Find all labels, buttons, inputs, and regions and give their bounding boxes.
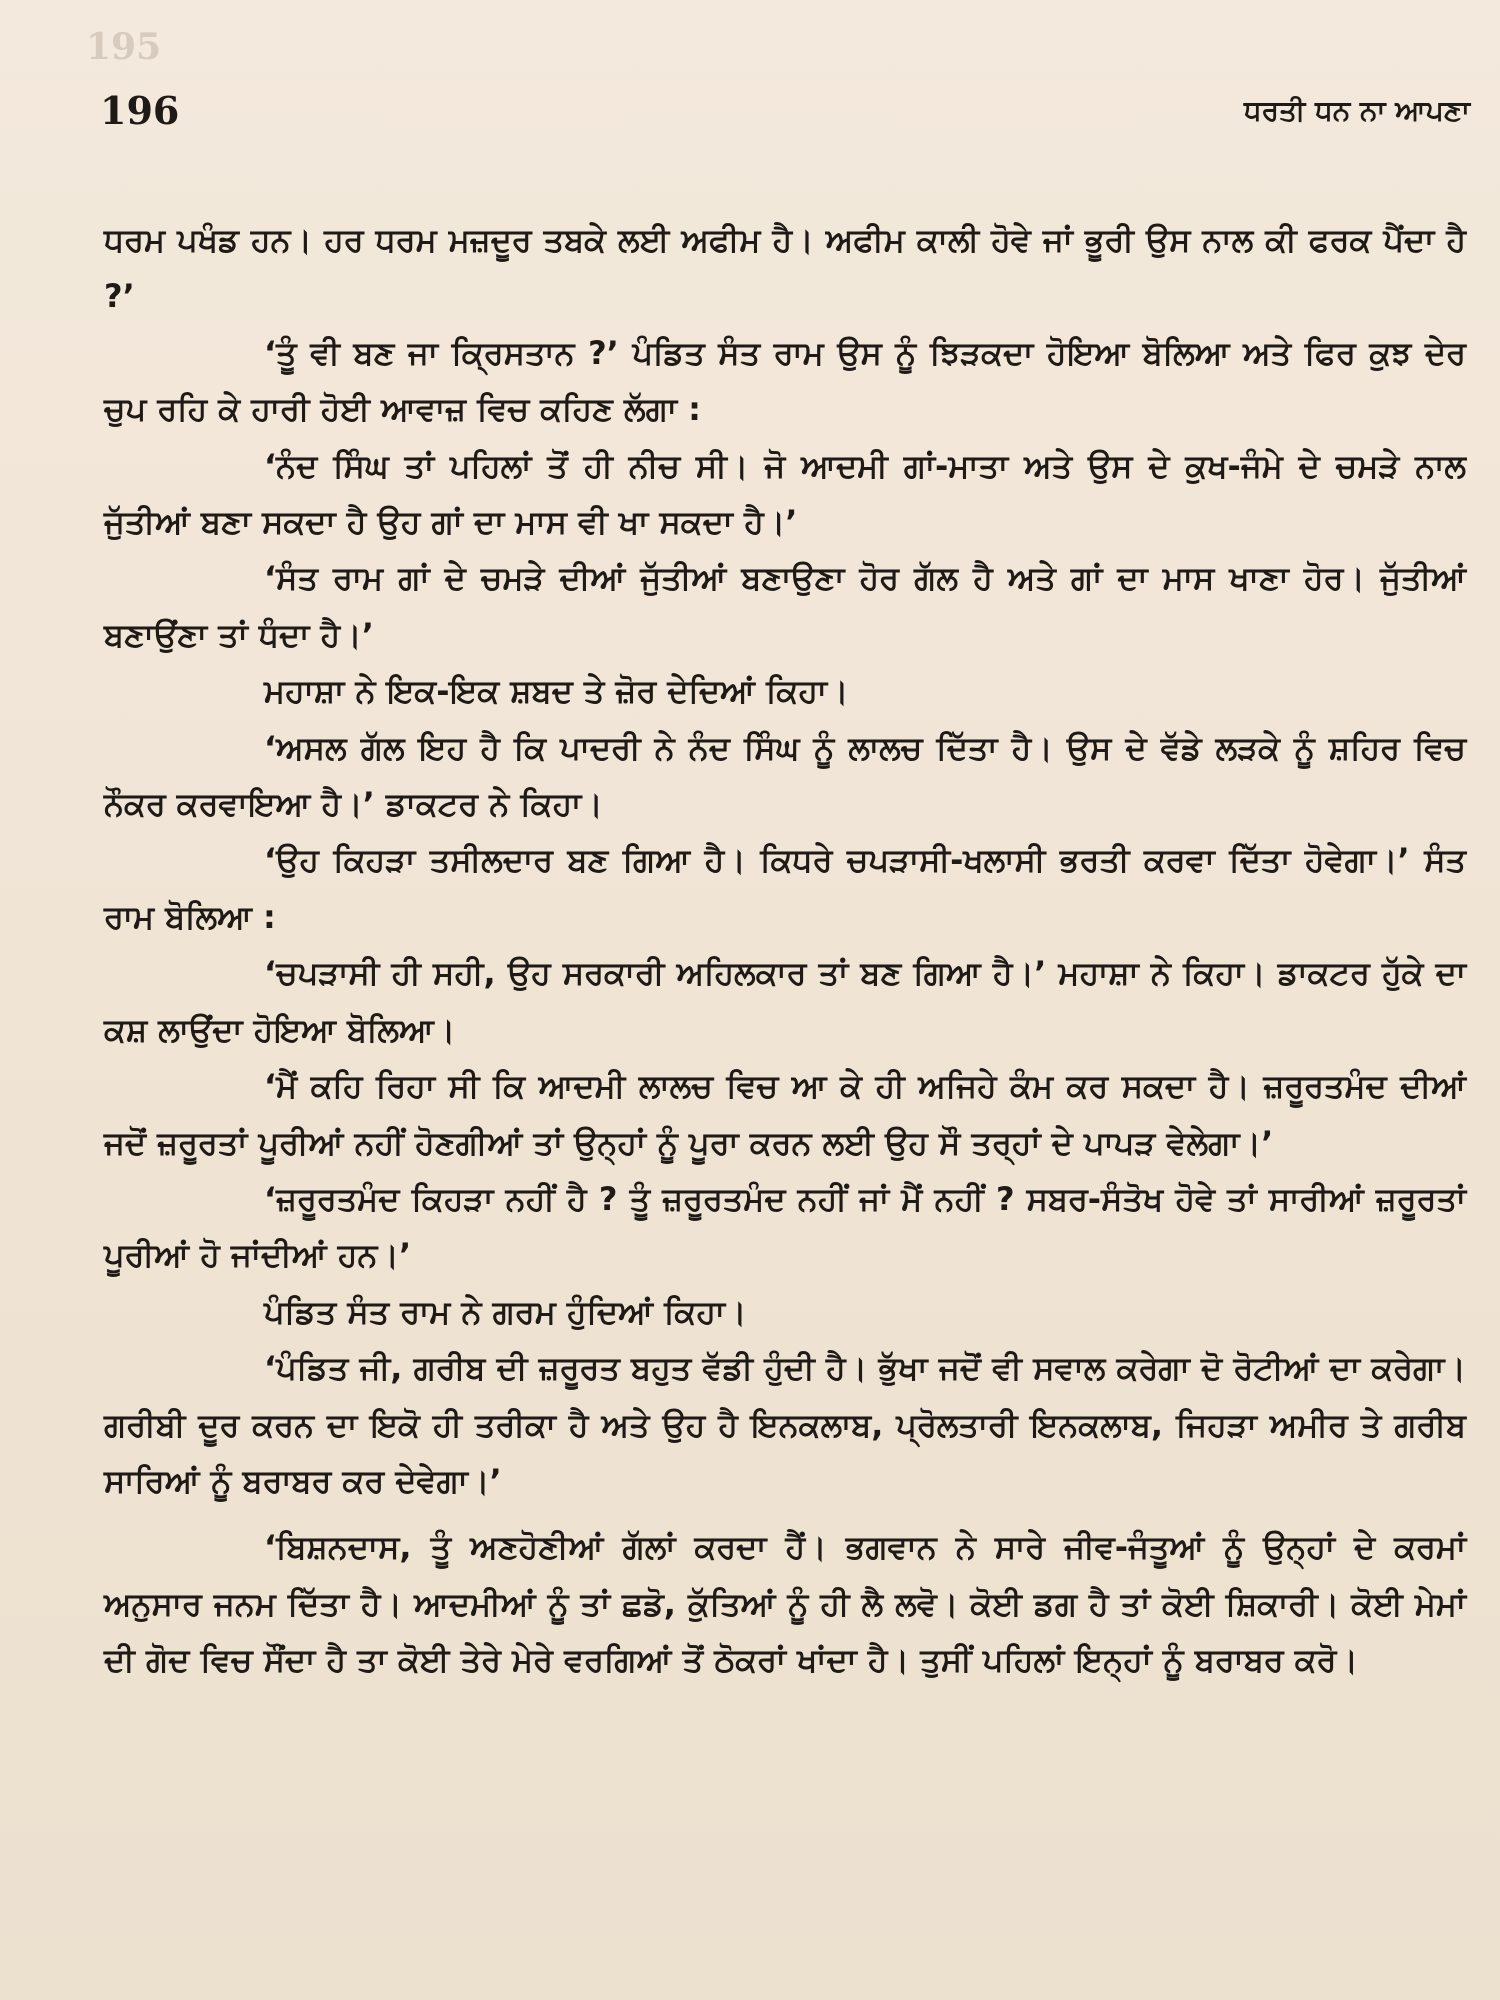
paragraph: ਮਹਾਸ਼ਾ ਨੇ ਇਕ-ਇਕ ਸ਼ਬਦ ਤੇ ਜ਼ੋਰ ਦੇਦਿਆਂ ਕਿਹਾ।: [264, 672, 849, 711]
paragraph: ‘ਉਹ ਕਿਹੜਾ ਤਸੀਲਦਾਰ ਬਣ ਗਿਆ ਹੈ। ਕਿਧਰੇ ਚਪੜਾਸੀ-ਖਲਾਸੀ ਭਰਤੀ ਕਰਵਾ ਦਿੱਤਾ ਹੋਵੇਗਾ।’ ਸੰਤ ਰਾਮ ਬੋਲਿਆ :: [104, 841, 1466, 936]
paragraph: ‘ਚਪੜਾਸੀ ਹੀ ਸਹੀ, ਉਹ ਸਰਕਾਰੀ ਅਹਿਲਕਾਰ ਤਾਂ ਬਣ ਗਿਆ ਹੈ।’ ਮਹਾਸ਼ਾ ਨੇ ਕਿਹਾ। ਡਾਕਟਰ ਹੁੱਕੇ ਦਾ ਕਸ਼ ਲਾਉਂਦਾ ਹੋਇਆ ਬੋਲਿਆ।: [104, 954, 1466, 1049]
paragraph: ‘ਤੂੰ ਵੀ ਬਣ ਜਾ ਕ੍ਰਿਸਤਾਨ ?’ ਪੰਡਿਤ ਸੰਤ ਰਾਮ ਉਸ ਨੂੰ ਝਿੜਕਦਾ ਹੋਇਆ ਬੋਲਿਆ ਅਤੇ ਫਿਰ ਕੁਝ ਦੇਰ ਚੁਪ ਰਹਿ ਕੇ ਹਾਰੀ ਹੋਈ ਆਵਾਜ਼ ਵਿਚ ਕਹਿਣ ਲੱਗਾ :: [104, 333, 1466, 429]
paragraph: ‘ਬਿਸ਼ਨਦਾਸ, ਤੂੰ ਅਣਹੋਣੀਆਂ ਗੱਲਾਂ ਕਰਦਾ ਹੈਂ। ਭਗਵਾਨ ਨੇ ਸਾਰੇ ਜੀਵ-ਜੰਤੂਆਂ ਨੂੰ ਉਨ੍ਹਾਂ ਦੇ ਕਰਮਾਂ ਅਨੁਸਾਰ ਜਨਮ ਦਿੱਤਾ ਹੈ। ਆਦਮੀਆਂ ਨੂੰ ਤਾਂ ਛਡੋ, ਕੁੱਤਿਆਂ ਨੂੰ ਹੀ ਲੈ ਲਵੋ। ਕੋਈ ਡਗ ਹੈ ਤਾਂ ਕੋਈ ਸ਼ਿਕਾਰੀ। ਕੋਈ ਮੇਮਾਂ ਦੀ ਗੋਦ ਵਿਚ ਸੌਂਦਾ ਹੈ ਤਾ ਕੋਈ ਤੇਰੇ ਮੇਰੇ ਵਰਗਿਆਂ ਤੋਂ ਠੋਕਰਾਂ ਖਾਂਦਾ ਹੈ। ਤੁਸੀਂ ਪਹਿਲਾਂ ਇਨ੍ਹਾਂ ਨੂੰ ਬਰਾਬਰ ਕਰੋ।: [104, 1528, 1466, 1680]
paragraph: ‘ਪੰਡਿਤ ਜੀ, ਗਰੀਬ ਦੀ ਜ਼ਰੂਰਤ ਬਹੁਤ ਵੱਡੀ ਹੁੰਦੀ ਹੈ। ਭੁੱਖਾ ਜਦੋਂ ਵੀ ਸਵਾਲ ਕਰੇਗਾ ਦੋ ਰੋਟੀਆਂ ਦਾ ਕਰੇਗਾ। ਗਰੀਬੀ ਦੂਰ ਕਰਨ ਦਾ ਇਕੋ ਹੀ ਤਰੀਕਾ ਹੈ ਅਤੇ ਉਹ ਹੈ ਇਨਕਲਾਬ, ਪ੍ਰੋਲਤਾਰੀ ਇਨਕਲਾਬ, ਜਿਹੜਾ ਅਮੀਰ ਤੇ ਗਰੀਬ ਸਾਰਿਆਂ ਨੂੰ ਬਰਾਬਰ ਕਰ ਦੇਵੇਗਾ।’: [104, 1349, 1466, 1500]
paragraph: ‘ਨੰਦ ਸਿੰਘ ਤਾਂ ਪਹਿਲਾਂ ਤੋਂ ਹੀ ਨੀਚ ਸੀ। ਜੋ ਆਦਮੀ ਗਾਂ-ਮਾਤਾ ਅਤੇ ਉਸ ਦੇ ਕੁਖ-ਜੰਮੇ ਦੇ ਚਮੜੇ ਨਾਲ ਜੁੱਤੀਆਂ ਬਣਾ ਸਕਦਾ ਹੈ ਉਹ ਗਾਂ ਦਾ ਮਾਸ ਵੀ ਖਾ ਸਕਦਾ ਹੈ।’: [104, 446, 1466, 542]
running-title: ਧਰਤੀ ਧਨ ਨਾ ਆਪਣਾ: [1243, 94, 1470, 127]
paragraph: ‘ਅਸਲ ਗੱਲ ਇਹ ਹੈ ਕਿ ਪਾਦਰੀ ਨੇ ਨੰਦ ਸਿੰਘ ਨੂੰ ਲਾਲਚ ਦਿੱਤਾ ਹੈ। ਉਸ ਦੇ ਵੱਡੇ ਲੜਕੇ ਨੂੰ ਸ਼ਹਿਰ ਵਿਚ ਨੌਕਰ ਕਰਵਾਇਆ ਹੈ।’ ਡਾਕਟਰ ਨੇ ਕਿਹਾ।: [104, 728, 1466, 824]
paragraph: ‘ਸੰਤ ਰਾਮ ਗਾਂ ਦੇ ਚਮੜੇ ਦੀਆਂ ਜੁੱਤੀਆਂ ਬਣਾਉਣਾ ਹੋਰ ਗੱਲ ਹੈ ਅਤੇ ਗਾਂ ਦਾ ਮਾਸ ਖਾਣਾ ਹੋਰ। ਜੁੱਤੀਆਂ ਬਣਾਉਂਣਾ ਤਾਂ ਧੰਦਾ ਹੈ।’: [104, 559, 1466, 654]
paragraph: ਪੰਡਿਤ ਸੰਤ ਰਾਮ ਨੇ ਗਰਮ ਹੁੰਦਿਆਂ ਕਿਹਾ।: [264, 1292, 747, 1331]
paragraph: ਧਰਮ ਪਖੰਡ ਹਨ। ਹਰ ਧਰਮ ਮਜ਼ਦੂਰ ਤਬਕੇ ਲਈ ਅਫੀਮ ਹੈ। ਅਫੀਮ ਕਾਲੀ ਹੋਵੇ ਜਾਂ ਭੂਰੀ ਉਸ ਨਾਲ ਕੀ ਫਰਕ ਪੈਂਦਾ ਹੈ ?’: [104, 221, 1466, 316]
paragraph: ‘ਮੈਂ ਕਹਿ ਰਿਹਾ ਸੀ ਕਿ ਆਦਮੀ ਲਾਲਚ ਵਿਚ ਆ ਕੇ ਹੀ ਅਜਿਹੇ ਕੰਮ ਕਰ ਸਕਦਾ ਹੈ। ਜ਼ਰੂਰਤਮੰਦ ਦੀਆਂ ਜਦੋਂ ਜ਼ਰੂਰਤਾਂ ਪੂਰੀਆਂ ਨਹੀਂ ਹੋਣਗੀਆਂ ਤਾਂ ਉਨ੍ਹਾਂ ਨੂੰ ਪੂਰਾ ਕਰਨ ਲਈ ਉਹ ਸੌ ਤਰ੍ਹਾਂ ਦੇ ਪਾਪੜ ਵੇਲੇਗਾ।’: [104, 1067, 1466, 1162]
body-text: [104, 212, 1466, 1689]
page-number: 196: [100, 88, 180, 133]
paragraph: ‘ਜ਼ਰੂਰਤਮੰਦ ਕਿਹੜਾ ਨਹੀਂ ਹੈ ? ਤੂੰ ਜ਼ਰੂਰਤਮੰਦ ਨਹੀਂ ਜਾਂ ਮੈਂ ਨਹੀਂ ? ਸਬਰ-ਸੰਤੋਖ ਹੋਵੇ ਤਾਂ ਸਾਰੀਆਂ ਜ਼ਰੂਰਤਾਂ ਪੂਰੀਆਂ ਹੋ ਜਾਂਦੀਆਂ ਹਨ।’: [104, 1179, 1466, 1275]
bleed-through-page-number: 195: [86, 26, 162, 68]
